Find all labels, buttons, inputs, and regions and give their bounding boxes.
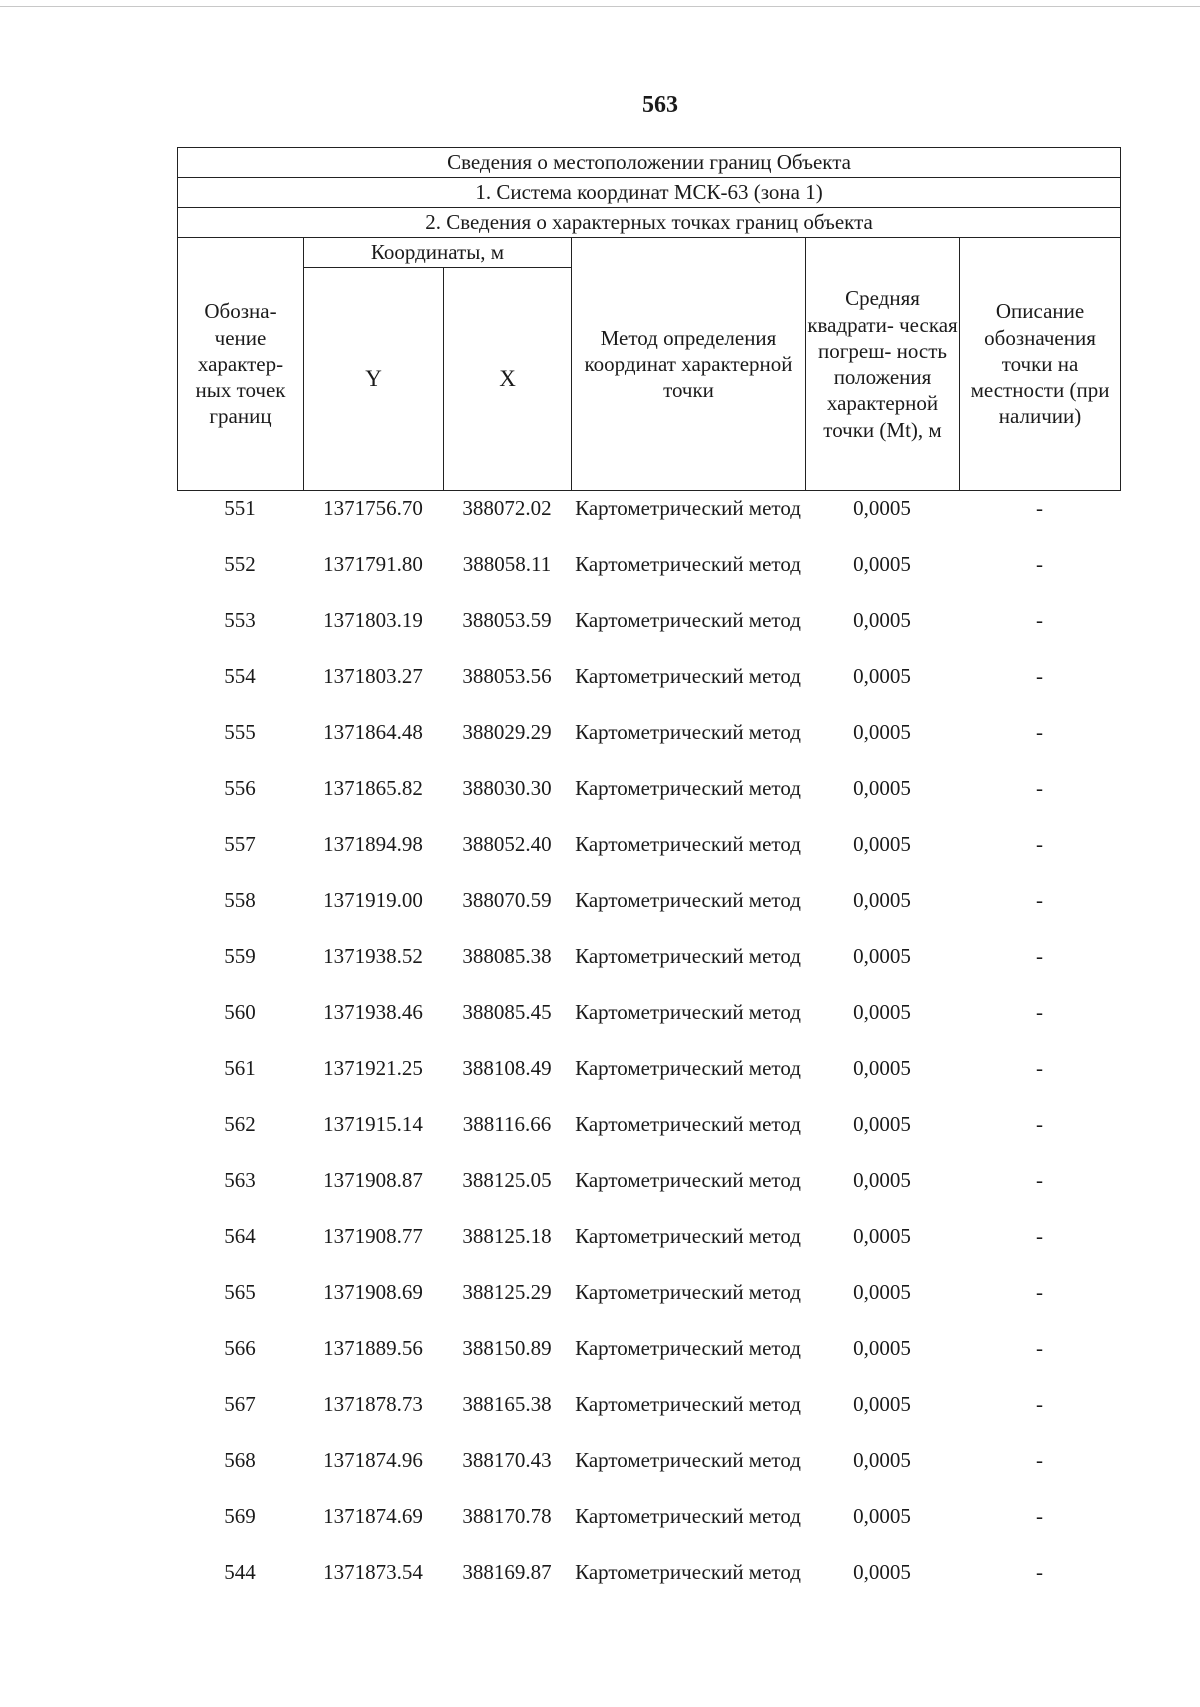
description-cell: - bbox=[1036, 552, 1043, 576]
coord-x-cell: 388125.18 bbox=[462, 1224, 552, 1248]
coord-y-cell: 1371865.82 bbox=[323, 776, 423, 800]
description-cell: - bbox=[1036, 1280, 1043, 1304]
coord-x-cell: 388053.59 bbox=[462, 608, 552, 632]
description-cell: - bbox=[1036, 1224, 1043, 1248]
table-row bbox=[177, 1446, 1120, 1502]
section-title: 2. Сведения о характерных точках границ объекта bbox=[178, 208, 1121, 238]
method-cell: Картометрический метод bbox=[575, 832, 801, 856]
description-cell: - bbox=[1036, 832, 1043, 856]
point-id-cell: 561 bbox=[224, 1056, 256, 1080]
coord-y-cell: 1371908.69 bbox=[323, 1280, 423, 1304]
table-row bbox=[177, 1558, 1120, 1614]
coord-x-cell: 388085.45 bbox=[462, 1000, 552, 1024]
description-cell: - bbox=[1036, 496, 1043, 520]
mean-square-error-cell: 0,0005 bbox=[853, 776, 911, 800]
coord-y-cell: 1371873.54 bbox=[323, 1560, 423, 1584]
point-id-cell: 544 bbox=[224, 1560, 256, 1584]
coord-y-cell: 1371908.77 bbox=[323, 1224, 423, 1248]
table-row bbox=[177, 830, 1120, 886]
method-cell: Картометрический метод bbox=[575, 1000, 801, 1024]
description-cell: - bbox=[1036, 944, 1043, 968]
mean-square-error-cell: 0,0005 bbox=[853, 720, 911, 744]
method-cell: Картометрический метод bbox=[575, 1056, 801, 1080]
table-row bbox=[177, 998, 1120, 1054]
description-cell: - bbox=[1036, 1336, 1043, 1360]
col-y-header: Y bbox=[304, 268, 444, 491]
method-cell: Картометрический метод bbox=[575, 720, 801, 744]
coord-x-cell: 388052.40 bbox=[462, 832, 552, 856]
method-cell: Картометрический метод bbox=[575, 1504, 801, 1528]
point-id-cell: 564 bbox=[224, 1224, 256, 1248]
col-method-header: Метод определения координат характерной точки bbox=[572, 238, 806, 491]
method-cell: Картометрический метод bbox=[575, 1168, 801, 1192]
coord-y-cell: 1371889.56 bbox=[323, 1336, 423, 1360]
table-row bbox=[177, 1166, 1120, 1222]
mean-square-error-cell: 0,0005 bbox=[853, 608, 911, 632]
point-id-cell: 569 bbox=[224, 1504, 256, 1528]
mean-square-error-cell: 0,0005 bbox=[853, 552, 911, 576]
method-cell: Картометрический метод bbox=[575, 888, 801, 912]
point-id-cell: 551 bbox=[224, 496, 256, 520]
coord-y-cell: 1371938.52 bbox=[323, 944, 423, 968]
point-id-cell: 558 bbox=[224, 888, 256, 912]
table-row bbox=[177, 1390, 1120, 1446]
coordinate-system: 1. Система координат МСК-63 (зона 1) bbox=[178, 178, 1121, 208]
coord-y-cell: 1371908.87 bbox=[323, 1168, 423, 1192]
coord-x-cell: 388072.02 bbox=[462, 496, 552, 520]
description-cell: - bbox=[1036, 1504, 1043, 1528]
coord-y-cell: 1371878.73 bbox=[323, 1392, 423, 1416]
col-coordinates-header: Координаты, м bbox=[304, 238, 572, 268]
coord-y-cell: 1371915.14 bbox=[323, 1112, 423, 1136]
point-id-cell: 552 bbox=[224, 552, 256, 576]
point-id-cell: 565 bbox=[224, 1280, 256, 1304]
point-id-cell: 557 bbox=[224, 832, 256, 856]
coord-y-cell: 1371791.80 bbox=[323, 552, 423, 576]
coord-x-cell: 388029.29 bbox=[462, 720, 552, 744]
table-row bbox=[177, 1054, 1120, 1110]
method-cell: Картометрический метод bbox=[575, 776, 801, 800]
description-cell: - bbox=[1036, 1560, 1043, 1584]
mean-square-error-cell: 0,0005 bbox=[853, 1336, 911, 1360]
coord-y-cell: 1371864.48 bbox=[323, 720, 423, 744]
mean-square-error-cell: 0,0005 bbox=[853, 1168, 911, 1192]
mean-square-error-cell: 0,0005 bbox=[853, 664, 911, 688]
mean-square-error-cell: 0,0005 bbox=[853, 888, 911, 912]
coord-y-cell: 1371894.98 bbox=[323, 832, 423, 856]
method-cell: Картометрический метод bbox=[575, 1336, 801, 1360]
method-cell: Картометрический метод bbox=[575, 1448, 801, 1472]
coord-x-cell: 388116.66 bbox=[462, 1112, 552, 1136]
coord-y-cell: 1371919.00 bbox=[323, 888, 423, 912]
coord-y-cell: 1371874.69 bbox=[323, 1504, 423, 1528]
coord-x-cell: 388053.56 bbox=[462, 664, 552, 688]
table-row bbox=[177, 718, 1120, 774]
point-id-cell: 560 bbox=[224, 1000, 256, 1024]
coord-x-cell: 388085.38 bbox=[462, 944, 552, 968]
points-table-body bbox=[177, 494, 1120, 1614]
table-row bbox=[177, 1110, 1120, 1166]
mean-square-error-cell: 0,0005 bbox=[853, 1112, 911, 1136]
method-cell: Картометрический метод bbox=[575, 1280, 801, 1304]
scan-edge bbox=[0, 0, 1200, 7]
point-id-cell: 556 bbox=[224, 776, 256, 800]
method-cell: Картометрический метод bbox=[575, 1224, 801, 1248]
description-cell: - bbox=[1036, 888, 1043, 912]
coord-x-cell: 388170.78 bbox=[462, 1504, 552, 1528]
mean-square-error-cell: 0,0005 bbox=[853, 944, 911, 968]
point-id-cell: 562 bbox=[224, 1112, 256, 1136]
coord-x-cell: 388030.30 bbox=[462, 776, 552, 800]
coord-x-cell: 388165.38 bbox=[462, 1392, 552, 1416]
description-cell: - bbox=[1036, 1392, 1043, 1416]
description-cell: - bbox=[1036, 1056, 1043, 1080]
coord-y-cell: 1371921.25 bbox=[323, 1056, 423, 1080]
description-cell: - bbox=[1036, 664, 1043, 688]
table-row bbox=[177, 774, 1120, 830]
mean-square-error-cell: 0,0005 bbox=[853, 1224, 911, 1248]
coord-y-cell: 1371803.27 bbox=[323, 664, 423, 688]
mean-square-error-cell: 0,0005 bbox=[853, 496, 911, 520]
description-cell: - bbox=[1036, 1168, 1043, 1192]
mean-square-error-cell: 0,0005 bbox=[853, 1560, 911, 1584]
mean-square-error-cell: 0,0005 bbox=[853, 1056, 911, 1080]
coord-y-cell: 1371874.96 bbox=[323, 1448, 423, 1472]
coord-x-cell: 388108.49 bbox=[462, 1056, 552, 1080]
coord-x-cell: 388170.43 bbox=[462, 1448, 552, 1472]
description-cell: - bbox=[1036, 1112, 1043, 1136]
table-row bbox=[177, 550, 1120, 606]
table-row bbox=[177, 1334, 1120, 1390]
point-id-cell: 563 bbox=[224, 1168, 256, 1192]
method-cell: Картометрический метод bbox=[575, 552, 801, 576]
method-cell: Картометрический метод bbox=[575, 496, 801, 520]
coord-x-cell: 388070.59 bbox=[462, 888, 552, 912]
header-table bbox=[177, 147, 1121, 491]
mean-square-error-cell: 0,0005 bbox=[853, 1000, 911, 1024]
coord-x-cell: 388169.87 bbox=[462, 1560, 552, 1584]
col-error-header: Средняя квадрати- ческая погреш- ность положения характерной точки (Mt), м bbox=[806, 238, 960, 491]
table-row bbox=[177, 942, 1120, 998]
mean-square-error-cell: 0,0005 bbox=[853, 1392, 911, 1416]
mean-square-error-cell: 0,0005 bbox=[853, 1504, 911, 1528]
description-cell: - bbox=[1036, 720, 1043, 744]
coord-y-cell: 1371938.46 bbox=[323, 1000, 423, 1024]
mean-square-error-cell: 0,0005 bbox=[853, 832, 911, 856]
description-cell: - bbox=[1036, 776, 1043, 800]
method-cell: Картометрический метод bbox=[575, 1392, 801, 1416]
point-id-cell: 559 bbox=[224, 944, 256, 968]
point-id-cell: 555 bbox=[224, 720, 256, 744]
description-cell: - bbox=[1036, 608, 1043, 632]
table-row bbox=[177, 1222, 1120, 1278]
coord-y-cell: 1371756.70 bbox=[323, 496, 423, 520]
col-x-header: X bbox=[444, 268, 572, 491]
description-cell: - bbox=[1036, 1000, 1043, 1024]
coord-y-cell: 1371803.19 bbox=[323, 608, 423, 632]
table-row bbox=[177, 606, 1120, 662]
points-table bbox=[177, 494, 1120, 1614]
description-cell: - bbox=[1036, 1448, 1043, 1472]
method-cell: Картометрический метод bbox=[575, 944, 801, 968]
point-id-cell: 553 bbox=[224, 608, 256, 632]
point-id-cell: 567 bbox=[224, 1392, 256, 1416]
col-designation-header: Обозна- чение характер- ных точек границ bbox=[178, 238, 304, 491]
table-row bbox=[177, 886, 1120, 942]
page-number: 563 bbox=[642, 92, 678, 118]
col-description-header: Описание обозначения точки на местности (при наличии) bbox=[960, 238, 1121, 491]
table-row bbox=[177, 662, 1120, 718]
coord-x-cell: 388125.29 bbox=[462, 1280, 552, 1304]
coord-x-cell: 388150.89 bbox=[462, 1336, 552, 1360]
point-id-cell: 568 bbox=[224, 1448, 256, 1472]
coord-x-cell: 388125.05 bbox=[462, 1168, 552, 1192]
method-cell: Картометрический метод bbox=[575, 664, 801, 688]
point-id-cell: 566 bbox=[224, 1336, 256, 1360]
method-cell: Картометрический метод bbox=[575, 1560, 801, 1584]
method-cell: Картометрический метод bbox=[575, 608, 801, 632]
mean-square-error-cell: 0,0005 bbox=[853, 1280, 911, 1304]
table-row bbox=[177, 1278, 1120, 1334]
mean-square-error-cell: 0,0005 bbox=[853, 1448, 911, 1472]
coord-x-cell: 388058.11 bbox=[462, 552, 552, 576]
point-id-cell: 554 bbox=[224, 664, 256, 688]
table-title: Сведения о местоположении границ Объекта bbox=[178, 148, 1121, 178]
table-row bbox=[177, 494, 1120, 550]
table-row bbox=[177, 1502, 1120, 1558]
method-cell: Картометрический метод bbox=[575, 1112, 801, 1136]
